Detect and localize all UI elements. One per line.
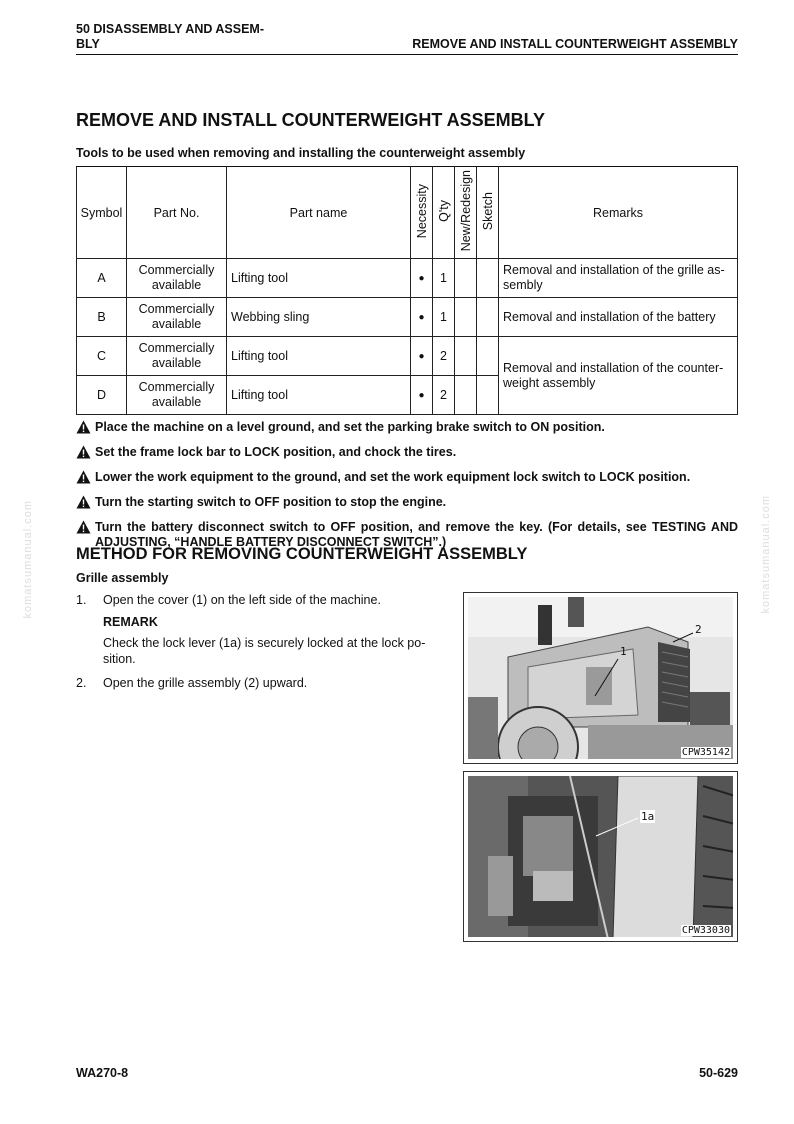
remark-text: Check the lock lever (1a) is securely locked at the lock po-sition. (103, 636, 426, 666)
header-chapter (76, 22, 306, 52)
warning-triangle-icon (76, 470, 95, 488)
header-section: REMOVE AND INSTALL COUNTERWEIGHT ASSEMBLY (412, 37, 738, 51)
col-symbol: Symbol (77, 167, 127, 259)
table-header-row (77, 167, 738, 259)
cell-sketch (477, 298, 499, 337)
figure-lock-lever (463, 771, 738, 942)
cell-remarks: Removal and installation of the counter-weight assembly (499, 337, 738, 415)
cell-qty: 1 (433, 259, 455, 298)
warning-item (76, 470, 738, 488)
col-qty: Q'ty (433, 167, 455, 259)
cell-part-no: Commercially available (127, 259, 227, 298)
col-necessity: Necessity (411, 167, 433, 259)
cell-new-redesign (455, 298, 477, 337)
col-part-name: Part name (227, 167, 411, 259)
step-number: 1. (76, 593, 87, 607)
cell-necessity: ● (411, 376, 433, 415)
grille-heading: Grille assembly (76, 571, 169, 585)
remark-label: REMARK (103, 615, 158, 629)
warning-text: Place the machine on a level ground, and set the parking brake switch to ON position. (95, 420, 605, 434)
cell-new-redesign (455, 259, 477, 298)
warning-item (76, 420, 738, 438)
tools-table (76, 166, 738, 415)
callout-2: 2 (695, 623, 702, 636)
cell-remarks: Removal and installation of the battery (499, 298, 738, 337)
callout-1: 1 (620, 645, 627, 658)
table-row (77, 337, 738, 376)
step-item (76, 675, 454, 691)
cell-qty: 2 (433, 337, 455, 376)
step-text: Open the cover (1) on the left side of the machine. (103, 593, 381, 607)
cell-qty: 2 (433, 376, 455, 415)
cell-remarks: Removal and installation of the grille as-sembly (499, 259, 738, 298)
cell-necessity: ● (411, 337, 433, 376)
warning-item (76, 495, 738, 513)
cell-new-redesign (455, 337, 477, 376)
cell-new-redesign (455, 376, 477, 415)
footer-page-number: 50-629 (699, 1066, 738, 1080)
cell-part-name: Lifting tool (227, 259, 411, 298)
header-rule (76, 54, 738, 55)
method-title: METHOD FOR REMOVING COUNTERWEIGHT ASSEMBLY (76, 545, 528, 563)
cell-symbol: B (77, 298, 127, 337)
col-new-redesign: New/Redesign (455, 167, 477, 259)
warning-text: Lower the work equipment to the ground, and set the work equipment lock switch to LOCK position. (95, 470, 691, 484)
cell-symbol: C (77, 337, 127, 376)
header-chapter-line2: BLY (76, 37, 100, 51)
step-item (76, 592, 454, 608)
cell-part-no: Commercially available (127, 298, 227, 337)
col-part-no: Part No. (127, 167, 227, 259)
step-list (76, 592, 454, 697)
cell-symbol: A (77, 259, 127, 298)
cell-part-no: Commercially available (127, 337, 227, 376)
cell-necessity: ● (411, 259, 433, 298)
warning-text: Set the frame lock bar to LOCK position, and chock the tires. (95, 445, 457, 459)
cell-sketch (477, 337, 499, 376)
callout-1a: 1a (641, 810, 655, 823)
warning-triangle-icon (76, 520, 95, 538)
col-remarks: Remarks (499, 167, 738, 259)
step-number: 2. (76, 676, 87, 690)
cell-necessity: ● (411, 298, 433, 337)
lock-lever-photo-illustration (468, 776, 733, 937)
cell-part-name: Lifting tool (227, 337, 411, 376)
footer-model: WA270-8 (76, 1066, 129, 1080)
watermark-right: komatsumanual.com (760, 495, 772, 614)
machine-photo-illustration (468, 597, 733, 759)
warning-list (76, 420, 738, 557)
table-row (77, 298, 738, 337)
cell-part-no: Commercially available (127, 376, 227, 415)
step-text: Open the grille assembly (2) upward. (103, 676, 308, 690)
cell-part-name: Lifting tool (227, 376, 411, 415)
warning-item (76, 445, 738, 463)
cell-qty: 1 (433, 298, 455, 337)
warning-text: Turn the starting switch to OFF position to stop the engine. (95, 495, 447, 509)
watermark-left: komatsumanual.com (22, 500, 34, 619)
warning-triangle-icon (76, 445, 95, 463)
table-row (77, 259, 738, 298)
cell-symbol: D (77, 376, 127, 415)
figure-caption: CPW35142 (681, 747, 730, 758)
warning-triangle-icon (76, 495, 95, 513)
header-chapter-line1: 50 DISASSEMBLY AND ASSEM- (76, 22, 265, 36)
col-sketch: Sketch (477, 167, 499, 259)
cell-part-name: Webbing sling (227, 298, 411, 337)
figure-caption: CPW33030 (681, 925, 730, 936)
page-title: REMOVE AND INSTALL COUNTERWEIGHT ASSEMBLY (76, 110, 546, 130)
cell-sketch (477, 259, 499, 298)
figure-machine-left-side (463, 592, 738, 764)
tools-heading: Tools to be used when removing and installing the counterweight assembly (76, 146, 526, 160)
warning-text: Turn the battery disconnect switch to OFF position, and remove the key. (For details, see TESTING AND ADJUSTING, “HANDLE BATTERY DISCONNECT SWITCH”.) (95, 520, 738, 549)
warning-triangle-icon (76, 420, 95, 438)
cell-sketch (477, 376, 499, 415)
